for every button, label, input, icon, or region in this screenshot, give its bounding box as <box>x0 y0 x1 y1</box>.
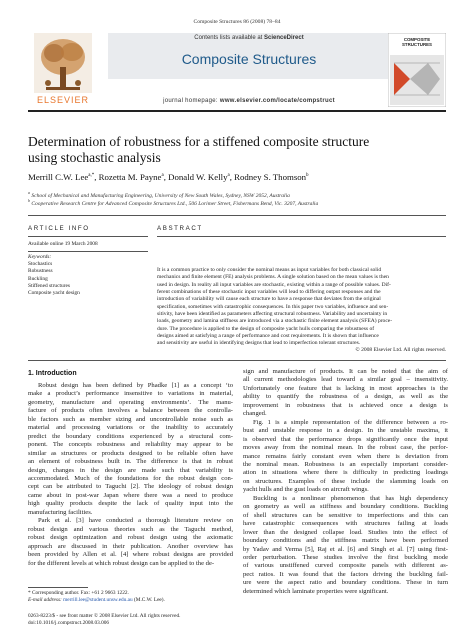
article-title-line-1: Determination of robustness for a stiffened composite structure <box>28 134 370 149</box>
text-line: robust design optimization and robust design using the axiomatic <box>28 534 233 542</box>
author-superscript: a,* <box>88 173 95 179</box>
keyword: Stochastics <box>28 261 53 268</box>
homepage-link[interactable]: www.elsevier.com/locate/compstruct <box>219 98 335 104</box>
text-line: make a product’s performance insensitive to variations in material, <box>28 390 233 398</box>
right-column <box>243 368 448 596</box>
doi-line[interactable]: doi:10.1016/j.compstruct.2008.03.006 <box>28 620 110 626</box>
abstract-body <box>157 267 446 348</box>
author-list: Merrill C.W. Lee$^{a,*}$, Rozetta M. Payne$^a$, Donald W. Kelly$^a$, Rodney S. Thomson$^b$ <box>28 172 309 182</box>
text-line: predict the boundary conditions experienced by a structural com- <box>28 432 233 440</box>
abstract-line: mechanics and finite element (FE) analysis problems. A single solution based on the mean values is then <box>157 274 389 281</box>
author-superscript: a <box>161 173 164 179</box>
text-line: accommodated. Much of the foundations for the robust design con- <box>28 474 233 482</box>
journal-title: Composite Structures <box>181 51 317 67</box>
text-line: Park et al. [3] have conducted a thorough literature review on <box>38 517 233 525</box>
text-line: on structures. Examples of these include the slamming loads on <box>243 477 448 485</box>
keyword: Stiffened structures <box>28 282 70 289</box>
author-superscript: b <box>306 173 309 179</box>
keywords-label: Keywords: <box>28 254 52 260</box>
email-suffix: (M.C.W. Lee). <box>132 597 165 603</box>
text-line: ponent. The concepts robustness and reliability may appear to be <box>28 441 233 449</box>
header-rule <box>28 110 446 112</box>
section-heading: 1. Introduction <box>28 370 77 377</box>
elsevier-tree-logo-icon <box>34 33 92 93</box>
text-line: material and processing variations or the inability to accurately <box>28 424 233 432</box>
author-name[interactable]: Rozetta M. Payne <box>98 172 162 182</box>
keywords-block <box>28 254 148 297</box>
text-line: came about in post-war Japan where there was a need to produce <box>28 491 233 499</box>
author-name[interactable]: Merrill C.W. Lee <box>28 172 89 182</box>
abstract-line: designs aimed at satisfying a range of performance and cost requirements. It is shown that influence <box>157 333 379 340</box>
sciencedirect-link[interactable]: ScienceDirect <box>264 35 304 41</box>
affiliation-superscript: a <box>28 190 30 195</box>
contents-prefix: Contents lists available at <box>194 35 264 41</box>
bottom-matter <box>28 613 233 627</box>
divider <box>157 236 446 237</box>
text-line: ation in situations where there is difficulty in predicting loadings <box>243 469 448 477</box>
email-line <box>28 597 233 604</box>
abstract-line: It is a common practice to only consider the nominal means as input variables for both classical solid <box>157 267 382 273</box>
footnote-rule <box>28 587 88 588</box>
article-info-heading: ARTICLE INFO <box>28 225 90 232</box>
issn-line: 0263-8223/$ - see front matter © 2008 Elsevier Ltd. All rights reserved. <box>28 613 181 619</box>
author-superscript: a <box>227 173 230 179</box>
text-line: mance remains fairly constant even when there is deviation from <box>243 452 448 460</box>
paragraph <box>243 368 448 419</box>
keyword: Composite yacht design <box>28 290 80 297</box>
journal-homepage <box>108 98 390 104</box>
affiliation-superscript: b <box>28 198 30 203</box>
text-line: yacht hulls and the gust loads on aircraft wings. <box>243 486 369 494</box>
journal-citation: Composite Structures 86 (2008) 78–84 <box>193 19 281 25</box>
text-line: facture of products often involves a balance between the controlla- <box>28 407 233 415</box>
text-line: ure were the aspect ratio and boundary conditions. These in turn <box>243 579 448 587</box>
author-name[interactable]: Donald W. Kelly <box>168 172 228 182</box>
divider <box>28 360 446 361</box>
article-title <box>28 134 448 166</box>
text-line: lower than the designed collapse load. Studies into the effect of <box>243 528 448 536</box>
availability-date: Available online 19 March 2008 <box>28 241 98 247</box>
affiliation <box>28 198 448 207</box>
paragraph <box>28 517 233 568</box>
paragraph <box>243 419 448 495</box>
footnote <box>28 590 233 604</box>
abstract-line: introduction of variability will cause each structure to have a response that deviates from the original <box>157 296 381 303</box>
text-line: all current methodologies lead toward a similar goal – insensitivity. <box>243 376 448 384</box>
text-line: manufacturing facilities. <box>28 508 93 516</box>
text-line: sign and manufacture of products. It can be noted that the aim of <box>243 368 448 375</box>
keyword: Robustness <box>28 268 53 275</box>
text-line: of shell structures can be sensitive to imperfections and this can <box>243 511 448 519</box>
text-line: been provided by Allen et al. [4] where robust designs are provided <box>28 551 233 559</box>
text-line: Robust design has been defined by Phadke [1] as a concept ‘to <box>38 382 233 389</box>
text-line: Buckling is a nonlinear phenomenon that has high dependency <box>253 494 448 502</box>
text-line: pect ratios. It was found that the factors driving the buckling fail- <box>243 570 448 578</box>
left-column <box>28 382 233 568</box>
text-line: improvement in robustness that is achieved once a design is <box>243 401 448 409</box>
text-line: by Yadav and Verma [5], Raj et al. [6] and Singh et al. [7] using first- <box>243 545 448 553</box>
abstract-line: specification, sometimes with catastrophic consequences. In this paper two variables, influence and sen- <box>157 303 389 310</box>
text-line: Unfortunately one feature that is lacking in most approaches is the <box>243 384 448 392</box>
text-line: order perturbation. These studies involve the first buckling mode <box>243 553 448 561</box>
publisher-name: ELSEVIER <box>36 95 90 105</box>
email-label: E-mail address: <box>28 597 64 603</box>
abstract-line: ferent combinations of these stochastic input variables will lead to differing output responses and the <box>157 289 381 296</box>
abstract-line: used in design. In reality all input variables are stochastic, existing within a range of possible values. Dif- <box>157 281 391 288</box>
text-line: boundary conditions and the stiffness matrix have been performed <box>243 537 448 545</box>
text-line: similar as structures or products designed to be reliable often have <box>28 449 233 457</box>
text-line: have catastrophic consequences with structures failing at loads <box>243 520 448 528</box>
divider <box>28 251 148 252</box>
article-title-line-2: using stochastic analysis <box>28 150 161 165</box>
text-line: changed. <box>243 410 267 418</box>
text-line: cept can be attributed to Taguchi [2]. The ideology of robust design <box>28 483 233 491</box>
text-line: of various unstiffened curved composite panels with different as- <box>243 562 448 570</box>
divider <box>28 236 148 237</box>
text-line: Fig. 1 is a simple representation of the difference between a ro- <box>253 418 448 426</box>
text-line: robust design and various theories such as the Taguchi method, <box>28 525 233 533</box>
text-line: approach are discussed in their publication. Another overview has <box>28 542 233 550</box>
text-line: for the different levels at which robust design can be applied to the de- <box>28 559 215 567</box>
text-line: ability to quantify the robustness of a design, as well as the <box>243 393 448 401</box>
author-name[interactable]: Rodney S. Thomson <box>234 172 307 182</box>
text-line: determined which laminate properties were significant. <box>243 587 389 595</box>
text-line: the nominal mean. Robustness is an especially important consider- <box>243 460 448 468</box>
text-line: geometry, manufacture and operating environments’. The manu- <box>28 398 233 406</box>
corresponding-author-note: * Corresponding author. Fax: +61 2 9663 1222. <box>28 590 129 596</box>
text-line: on geometry as well as stiffness and boundary conditions. Buckling <box>243 503 448 511</box>
text-line: high quality products despite the lack of quality input into the <box>28 500 233 508</box>
text-line: ble factors such as member sizing and uncontrollable noise such as <box>28 415 233 423</box>
email-link[interactable]: merrill.lee@student.unsw.edu.au <box>63 597 133 603</box>
affiliation-text: School of Mechanical and Manufacturing Engineering, University of New South Wales, Sydney, NSW 2052, Australia <box>31 192 290 199</box>
abstract-line: dure. The procedure is applied to the design of composite yacht hulls comparing the robustness of <box>157 325 375 332</box>
contents-line <box>108 35 390 41</box>
text-line: moves away from the nominal mean. In the robust case, the perfor- <box>243 444 448 452</box>
abstract-heading: ABSTRACT <box>157 225 203 232</box>
cover-title: COMPOSITE STRUCTURES <box>401 37 432 47</box>
abstract-copyright: © 2008 Elsevier Ltd. All rights reserved. <box>355 347 446 353</box>
paragraph <box>28 382 233 517</box>
text-line: design, changes in the design are made such that variability is <box>28 466 233 474</box>
paragraph <box>243 495 448 596</box>
abstract-line: loads, geometry and lamina stiffness are introduced via a stochastic finite element analysis (SFEA) proce- <box>157 318 393 325</box>
abstract-line: sitivity, have been identified as parameters affecting structural robustness. Variability and uncertainty in <box>157 311 388 318</box>
affiliation-text: Cooperative Research Centre for Advanced Composite Structures Ltd., 506 Lorimer Street, Fishermans Bend, Vic. 3207, Australia <box>31 200 319 207</box>
text-line: is observed that the performance drops significantly once the input <box>243 435 448 443</box>
text-line: bust and unstable response in a design. In the unstable maxima, it <box>243 427 448 435</box>
keyword: Buckling <box>28 275 48 282</box>
divider <box>28 215 446 216</box>
homepage-prefix: journal homepage: <box>163 98 220 104</box>
text-line: an element of robustness built in. The difference is that in robust <box>28 458 233 466</box>
abstract-line: and sensitivity are useful in identifying designs that lead to imperfection tolerant structures. <box>157 340 361 347</box>
